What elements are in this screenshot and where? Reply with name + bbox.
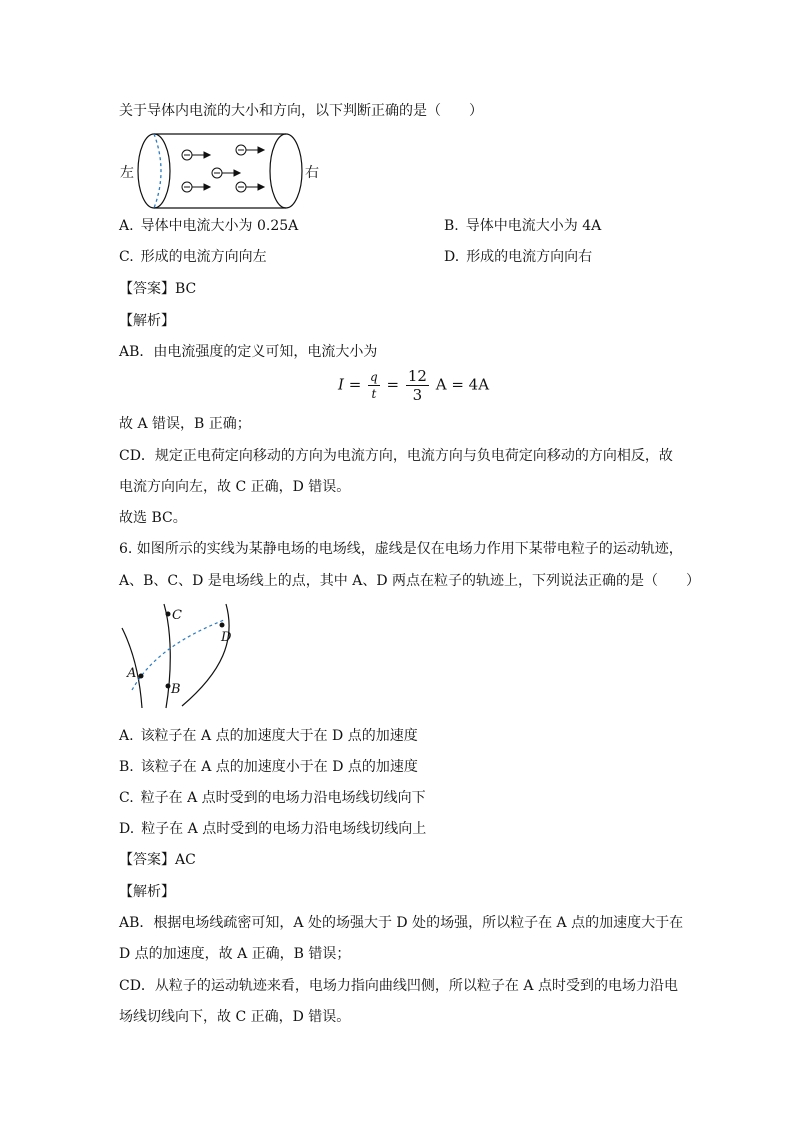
label-c: C [172, 608, 182, 623]
label-d: D [221, 630, 232, 645]
q5-option-c[interactable]: C. 形成的电流方向向左 [119, 249, 267, 265]
field-line-right [182, 604, 229, 706]
negative-charge-1 [182, 150, 210, 160]
current-formula: I = $\frac{q}{t}$ = $\frac{12}{3}$ A = 4A [338, 367, 490, 404]
q6-stem-line-1: 6. 如图所示的实线为某静电场的电场线，虚线是仅在电场力作用下某带电粒子的运动轨迹， [119, 541, 683, 557]
q5-analysis-line-2: 故 A 错误，B 正确； [119, 416, 251, 432]
field-lines-figure [118, 600, 243, 710]
q6-analysis-line-1: AB．根据电场线疏密可知，A 处的场强大于 D 处的场强，所以粒子在 A 点的加速度大于在 [119, 915, 684, 931]
q5-analysis-line-3: CD．规定正电荷定向移动的方向为电流方向，电流方向与负电荷定向移动的方向相反，故 [119, 448, 673, 464]
q6-analysis-line-4: 场线切线向下，故 C 正确，D 错误。 [119, 1009, 351, 1025]
cylinder-right-end [270, 134, 302, 208]
particle-trajectory [132, 620, 224, 690]
q5-analysis-line-1: AB．由电流强度的定义可知，电流大小为 [119, 344, 378, 360]
q6-analysis-heading: 【解析】 [119, 884, 175, 900]
point-c [166, 612, 171, 617]
label-b: B [171, 682, 181, 697]
right-label: 右 [305, 165, 319, 181]
conductor-figure [118, 128, 328, 214]
q5-analysis-line-4: 电流方向向左，故 C 正确，D 错误。 [119, 479, 351, 495]
left-label: 左 [120, 165, 134, 181]
q6-analysis-line-3: CD．从粒子的运动轨迹来看，电场力指向曲线凹侧，所以粒子在 A 点时受到的电场力沿电 [119, 978, 678, 994]
q5-option-b[interactable]: B. 导体中电流大小为 4A [444, 218, 602, 234]
q6-option-c[interactable]: C. 粒子在 A 点时受到的电场力沿电场线切线向下 [119, 790, 426, 806]
cylinder-left-end [138, 134, 170, 208]
point-b [166, 684, 171, 689]
q5-answer: 【答案】BC [119, 281, 197, 297]
point-d [220, 623, 225, 628]
label-a: A [127, 666, 137, 681]
negative-charge-2 [236, 145, 264, 155]
q5-option-a[interactable]: A. 导体中电流大小为 0.25A [119, 218, 299, 234]
point-a [139, 674, 144, 679]
negative-charge-5 [236, 182, 264, 192]
q6-option-d[interactable]: D. 粒子在 A 点时受到的电场力沿电场线切线向上 [119, 821, 427, 837]
q6-option-a[interactable]: A. 该粒子在 A 点的加速度大于在 D 点的加速度 [119, 728, 418, 744]
q5-analysis-heading: 【解析】 [119, 313, 175, 329]
q5-analysis-line-5: 故选 BC。 [119, 510, 187, 526]
negative-charge-4 [182, 182, 210, 192]
negative-charge-3 [212, 168, 240, 178]
q5-stem: 关于导体内电流的大小和方向，以下判断正确的是（ ） [119, 103, 483, 119]
q6-option-b[interactable]: B. 该粒子在 A 点的加速度小于在 D 点的加速度 [119, 759, 418, 775]
q6-analysis-line-2: D 点的加速度，故 A 正确，B 错误； [119, 946, 351, 962]
q6-answer: 【答案】AC [119, 852, 196, 868]
q6-stem-line-2: A、B、C、D 是电场线上的点，其中 A、D 两点在粒子的轨迹上，下列说法正确的是（ ） [119, 573, 701, 589]
cross-section-dashed [154, 134, 161, 208]
field-line-middle [164, 604, 170, 708]
q5-option-d[interactable]: D. 形成的电流方向向右 [444, 249, 593, 265]
